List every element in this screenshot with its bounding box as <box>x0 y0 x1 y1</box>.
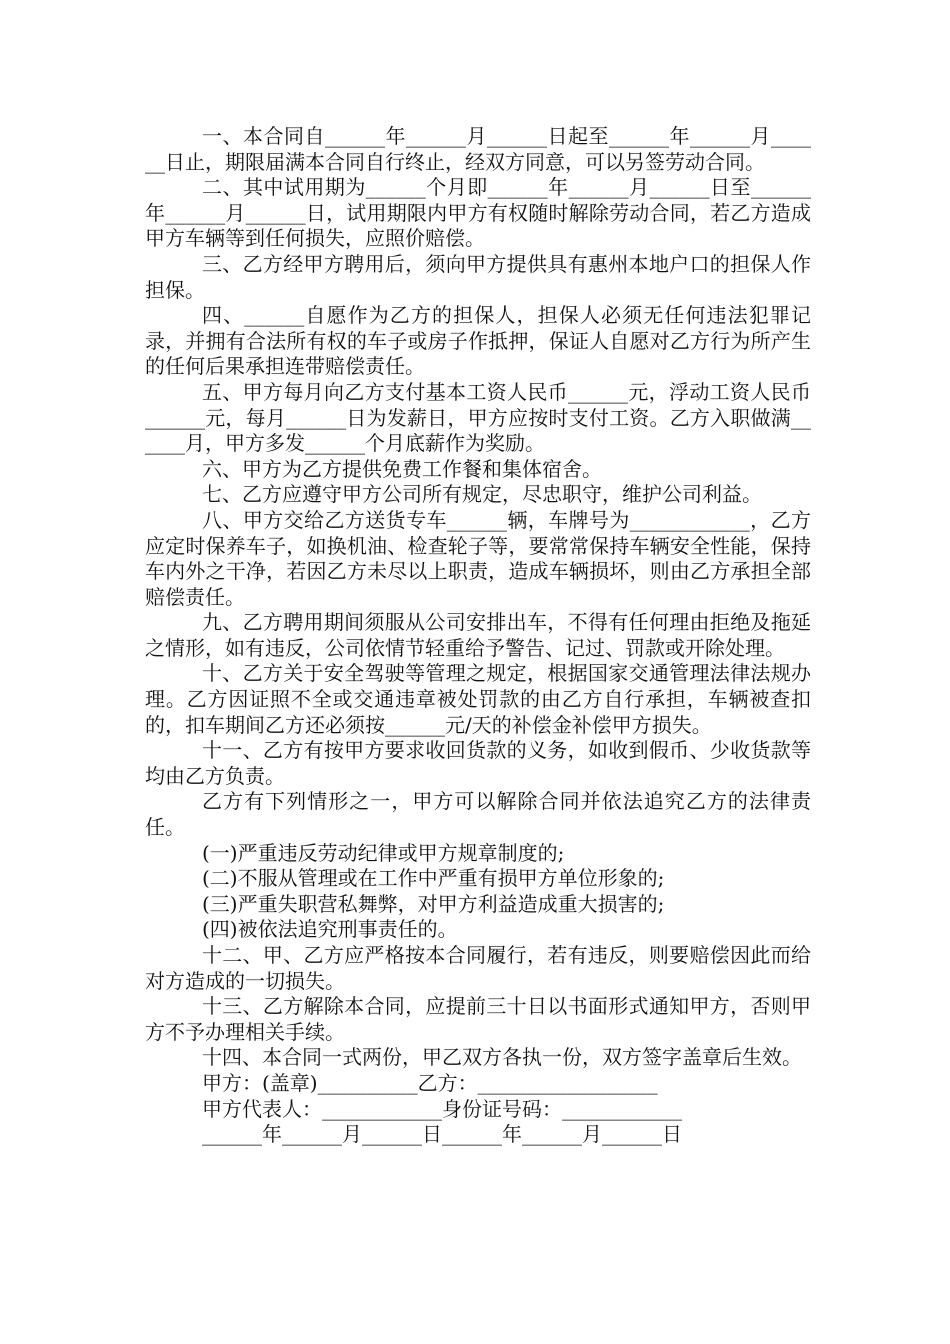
clause-11-payment-collection: 十一、乙方有按甲方要求收回货款的义务，如收到假币、少收货款等均由乙方负责。 <box>145 738 811 788</box>
clause-8-vehicle: 八、甲方交给乙方送货专车______辆，车牌号为____________，乙方应定时保养车子，如换机油、检查轮子等，要常常保持车辆安全性能，保持车内外之干净，若因乙方未尽以上职责，造成车辆损坏，则由乙方承担全部赔偿责任。 <box>145 507 811 609</box>
clause-4-guarantor: 四、______自愿作为乙方的担保人，担保人必须无任何违法犯罪记录，并拥有合法所有权的车子或房子作抵押，保证人自愿对乙方行为所产生的任何后果承担连带赔偿责任。 <box>145 303 811 379</box>
clause-9-dispatch: 九、乙方聘用期间须服从公司安排出车，不得有任何理由拒绝及拖延之情形，如有违反，公司依情节轻重给予警告、记过、罚款或开除处理。 <box>145 610 811 660</box>
termination-item-2: (二)不服从管理或在工作中严重有损甲方单位形象的; <box>202 866 665 891</box>
clause-3-guarantor-requirement: 三、乙方经甲方聘用后，须向甲方提供具有惠州本地户口的担保人作担保。 <box>145 251 811 302</box>
signature-party-line: 甲方：(盖章)__________乙方：__________________ <box>202 1070 658 1095</box>
contract-page <box>145 124 811 1148</box>
signature-representative-line: 甲方代表人：____________身份证号码：____________ <box>202 1096 682 1121</box>
termination-item-1: (一)严重违反劳动纪律或甲方规章制度的; <box>202 840 565 865</box>
termination-intro: 乙方有下列情形之一，甲方可以解除合同并依法追究乙方的法律责任。 <box>145 789 811 840</box>
clause-14-copies: 十四、本合同一式两份，甲乙双方各执一份，双方签字盖章后生效。 <box>202 1045 802 1070</box>
clause-12-compensation: 十二、甲、乙方应严格按本合同履行，若有违反，则要赔偿因此而给对方造成的一切损失。 <box>145 943 811 993</box>
termination-item-4: (四)被依法追究刑事责任的。 <box>202 917 458 942</box>
signature-date-line: ______年______月______日______年______月______日 <box>202 1122 682 1147</box>
clause-5-salary: 五、甲方每月向乙方支付基本工资人民币______元，浮动工资人民币______元，每月______日为发薪日，甲方应按时支付工资。乙方入职做满______月，甲方多发______个月底薪作为奖励。 <box>145 379 811 456</box>
clause-13-resignation: 十三、乙方解除本合同，应提前三十日以书面形式通知甲方，否则甲方不予办理相关手续。 <box>145 994 811 1044</box>
clause-1-term: 一、本合同自______年______月______日起至______年______月______日止，期限届满本合同自行终止，经双方同意，可以另签劳动合同。 <box>145 124 811 174</box>
termination-item-3: (三)严重失职营私舞弊，对甲方利益造成重大损害的; <box>202 891 665 916</box>
clause-2-probation: 二、其中试用期为______个月即______年______月______日至______年______月______日，试用期限内甲方有权随时解除劳动合同，若乙方造成甲方车辆等到任何损失，应照价赔偿。 <box>145 175 811 251</box>
clause-7-company-rules: 七、乙方应遵守甲方公司所有规定，尽忠职守，维护公司利益。 <box>202 482 762 507</box>
clause-6-meals-dormitory: 六、甲方为乙方提供免费工作餐和集体宿舍。 <box>202 456 602 481</box>
clause-10-traffic: 十、乙方关于安全驾驶等管理之规定，根据国家交通管理法律法规办理。乙方因证照不全或交通违章被处罚款的由乙方自行承担，车辆被查扣的，扣车期间乙方还必须按______元/天的补偿金补偿甲方损失。 <box>145 661 811 737</box>
